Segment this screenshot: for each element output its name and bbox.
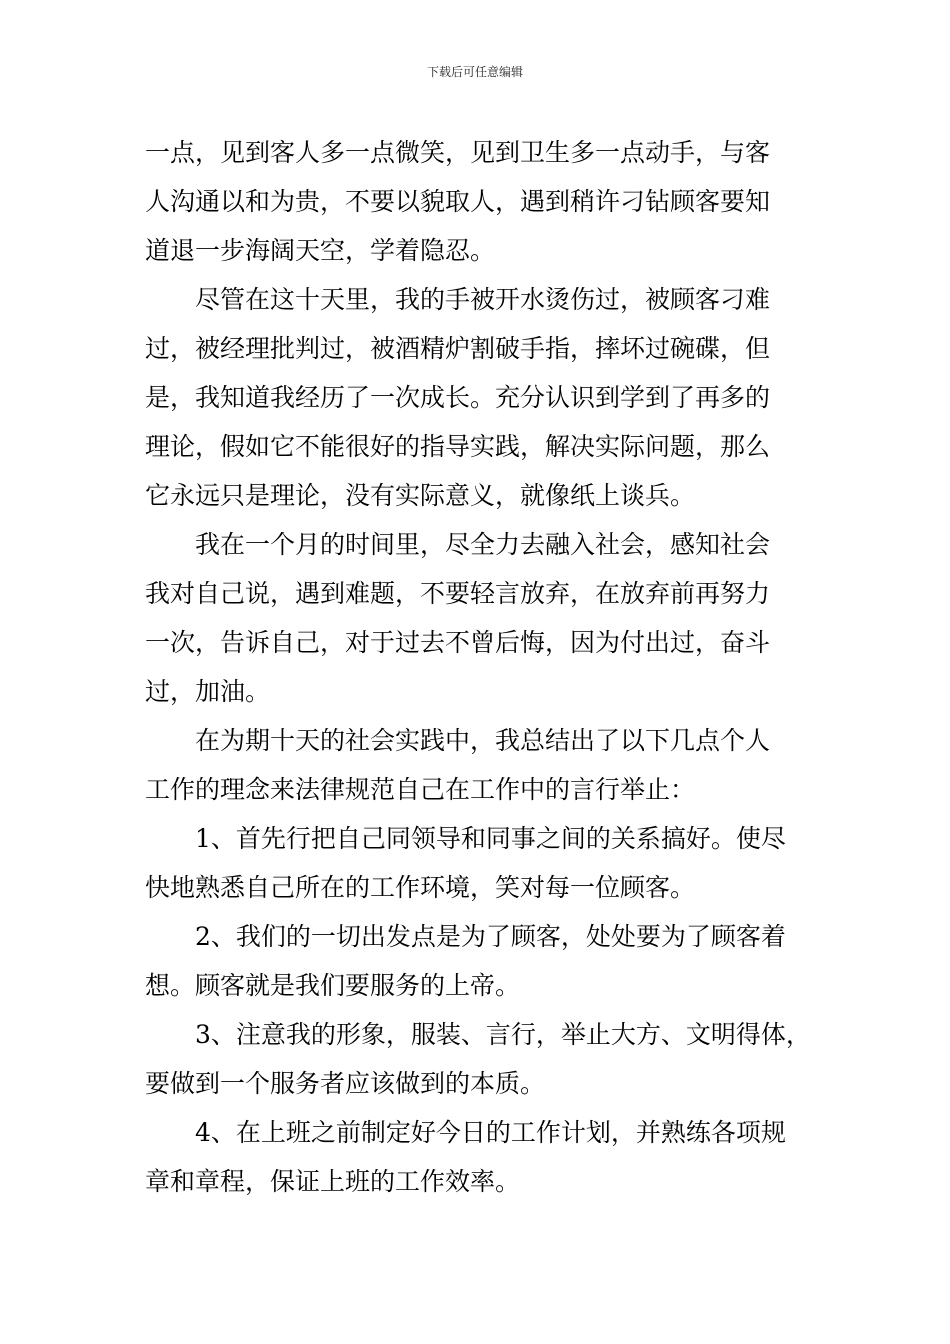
list-item-3 [145, 1010, 811, 1108]
text-line: 在为期十天的社会实践中，我总结出了以下几点个人 [195, 726, 771, 755]
text-line: 过，加油。 [145, 677, 271, 706]
text-line: 快地熟悉自己所在的工作环境，笑对每一位顾客。 [145, 873, 696, 902]
paragraph-2 [145, 275, 807, 520]
text-line: 章和章程，保证上班的工作效率。 [145, 1167, 521, 1196]
text-line: 要做到一个服务者应该做到的本质。 [145, 1069, 546, 1098]
list-item-2 [145, 912, 807, 1010]
text-line: 想。顾客就是我们要服务的上帝。 [145, 971, 521, 1000]
page-header: 下载后可任意编辑 [426, 65, 523, 79]
text-line: 它永远只是理论，没有实际意义，就像纸上谈兵。 [145, 481, 696, 510]
text-line: 道退一步海阔天空，学着隐忍。 [145, 236, 496, 265]
paragraph-4 [145, 716, 807, 814]
text-line: 工作的理念来法律规范自己在工作中的言行举止： [145, 775, 696, 804]
text-line: 1、首先行把自己同领导和同事之间的关系搞好。使尽 [195, 824, 786, 853]
text-line: 我在一个月的时间里，尽全力去融入社会，感知社会 [195, 530, 771, 559]
text-line: 4、在上班之前制定好今日的工作计划，并熟练各项规 [195, 1118, 786, 1147]
text-line: 2、我们的一切出发点是为了顾客，处处要为了顾客着 [195, 922, 786, 951]
text-line: 理论，假如它不能很好的指导实践，解决实际问题，那么 [145, 432, 771, 461]
text-line: 一点，见到客人多一点微笑，见到卫生多一点动手，与客 [145, 138, 771, 167]
list-item-1 [145, 814, 807, 912]
text-line: 3、注意我的形象，服装、言行，举止大方、文明得体， [195, 1020, 811, 1049]
paragraph-3 [145, 520, 807, 716]
text-line: 我对自己说，遇到难题，不要轻言放弃，在放弃前再努力 [145, 579, 771, 608]
text-line: 过，被经理批判过，被酒精炉割破手指，摔坏过碗碟，但 [145, 334, 771, 363]
list-item-4 [145, 1108, 807, 1206]
text-line: 尽管在这十天里，我的手被开水烫伤过，被顾客刁难 [195, 285, 771, 314]
text-line: 是，我知道我经历了一次成长。充分认识到学到了再多的 [145, 383, 771, 412]
text-line: 一次，告诉自己，对于过去不曾后悔，因为付出过，奋斗 [145, 628, 771, 657]
text-line: 人沟通以和为贵，不要以貌取人，遇到稍许刁钻顾客要知 [145, 187, 771, 216]
paragraph-1 [145, 128, 807, 275]
document-body [145, 128, 811, 1206]
